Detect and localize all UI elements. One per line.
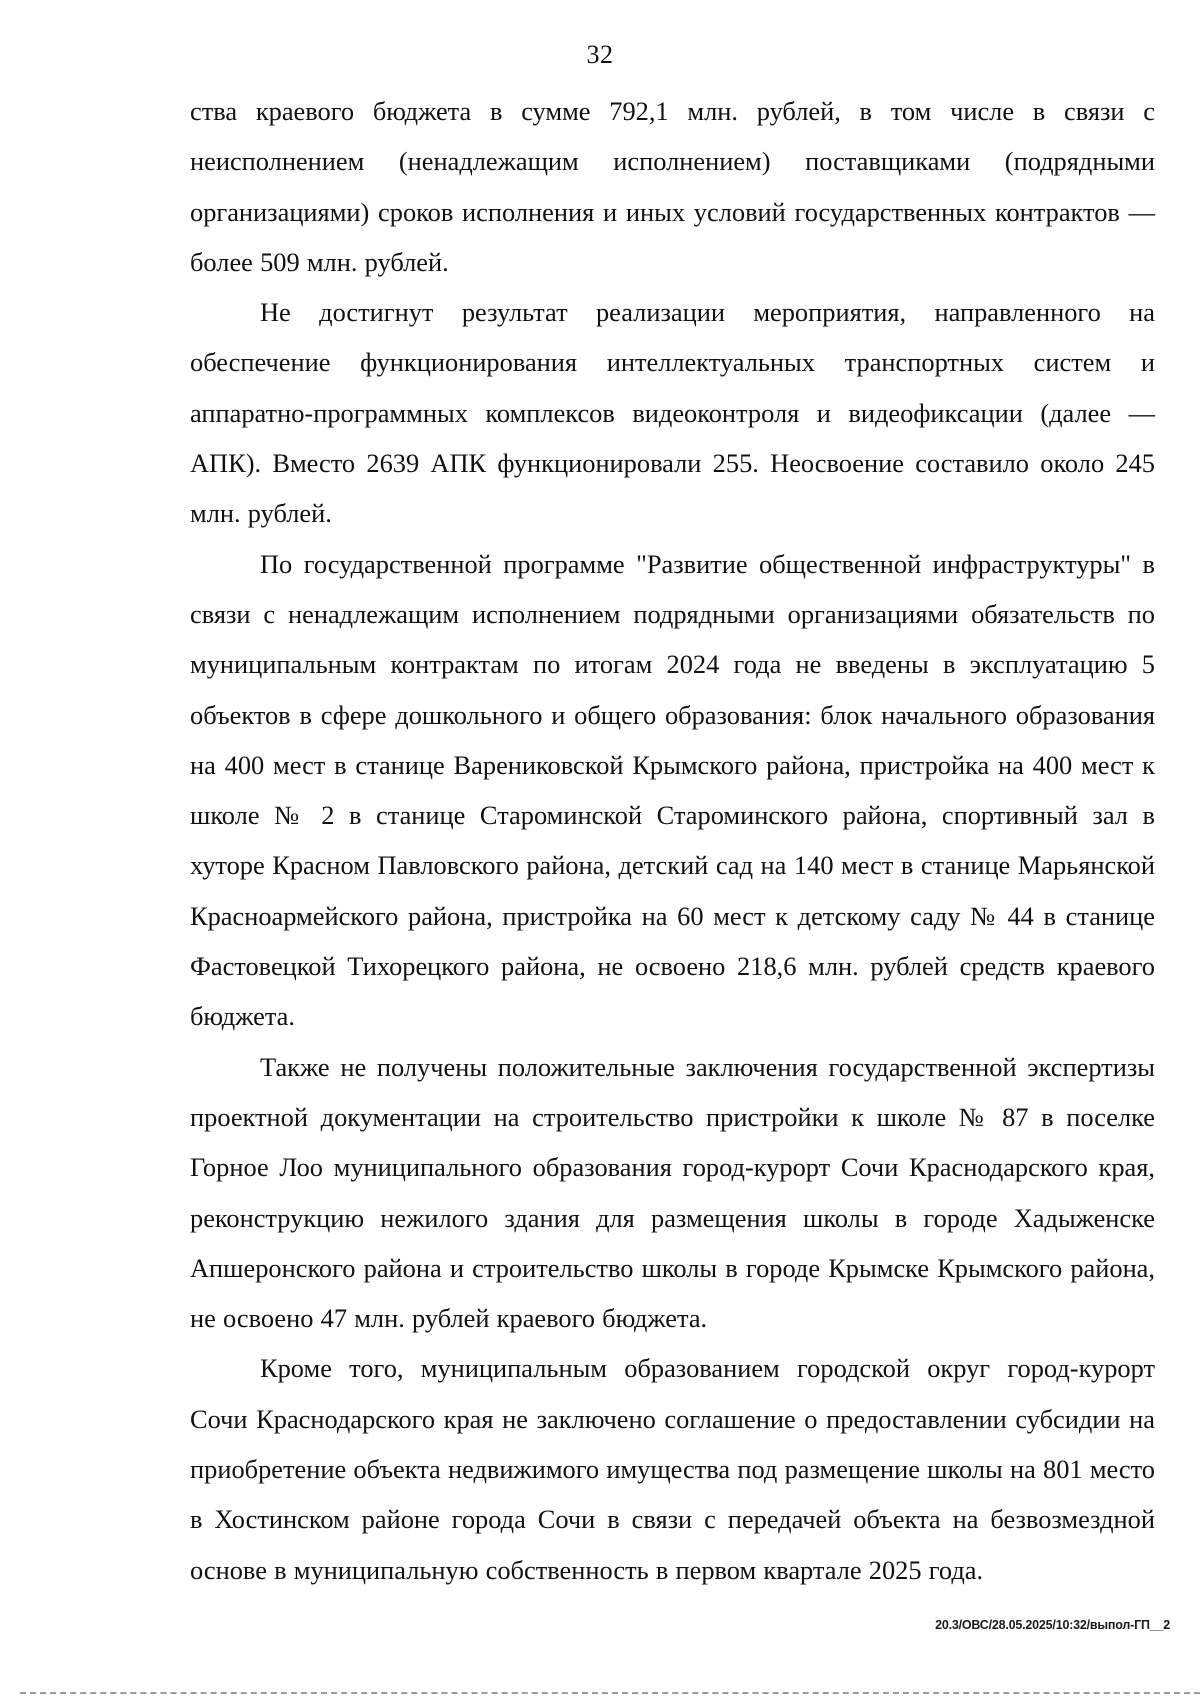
paragraph-expertise: Также не получены положительные заключения государственной экспертизы проектной документации на строительство пристройки к школе № 87 в поселке Горное Лоо муниципального образования город-курорт Сочи Краснодарского края, реконструкцию нежилого здания для размещения школы в городе Хадыженске Апшеронского района и строительство школы в городе Крымске Крымского района, не освоено 47 млн. рублей краевого бюджета. bbox=[190, 1051, 1155, 1334]
paragraph-apk-result: Не достигнут результат реализации мероприятия, направленного на обеспечение функционирования интеллектуальных транспортных систем и аппаратно-программных комплексов видеоконтроля и видеофиксации (далее — АПК). Вместо 2639 АПК функционировали 255. Неосвоение составило около 245 млн. рублей. bbox=[190, 297, 1155, 529]
page-number: 32 bbox=[586, 40, 614, 69]
document-body bbox=[190, 86, 1155, 1595]
paragraph-continuation: ства краевого бюджета в сумме 792,1 млн. рублей, в том числе в связи с неисполнением (ненадлежащим исполнением) поставщиками (подрядными организациями) сроков исполнения и иных условий государственных контрактов — более 509 млн. рублей. bbox=[190, 96, 1155, 277]
document-footer-code: 20.3/ОВС/28.05.2025/10:32/выпол-ГП__2 bbox=[935, 1618, 1170, 1632]
paragraph-sochi-subsidy: Кроме того, муниципальным образованием городской округ город-курорт Сочи Краснодарского края не заключено соглашение о предоставлении субсидии на приобретение объекта недвижимого имущества под размещение школы на 801 место в Хостинском районе города Сочи в связи с передачей объекта на безвозмездной основе в муниципальную собственность в первом квартале 2025 года. bbox=[190, 1353, 1155, 1585]
scan-edge-divider bbox=[20, 1692, 1200, 1697]
paragraph-infrastructure-program: По государственной программе "Развитие общественной инфраструктуры" в связи с ненадлежащим исполнением подрядными организациями обязательств по муниципальным контрактам по итогам 2024 года не введены в эксплуатацию 5 объектов в сфере дошкольного и общего образования: блок начального образования на 400 мест в станице Варениковской Крымского района, пристройка на 400 мест к школе № 2 в станице Староминской Староминского района, спортивный зал в хуторе Красном Павловского района, детский сад на 140 мест в станице Марьянской Красноармейского района, пристройка на 60 мест к детскому саду № 44 в станице Фастовецкой Тихорецкого района, не освоено 218,6 млн. рублей средств краевого бюджета. bbox=[190, 548, 1155, 1032]
